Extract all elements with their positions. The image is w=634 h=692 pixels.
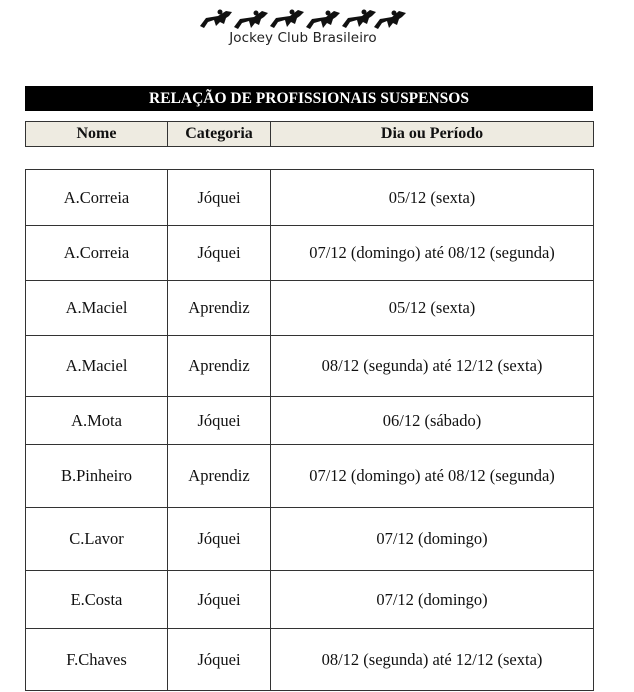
cell-categoria: Jóquei <box>168 397 271 445</box>
table-row <box>26 397 594 445</box>
column-header-dia: Dia ou Período <box>271 122 594 147</box>
cell-categoria: Aprendiz <box>168 336 271 397</box>
table-row <box>26 508 594 571</box>
cell-nome: E.Costa <box>26 571 168 629</box>
cell-categoria: Jóquei <box>168 508 271 571</box>
cell-dia: 05/12 (sexta) <box>271 170 594 226</box>
jockey-club-logo <box>196 6 410 50</box>
racing-horses-icon <box>196 6 410 32</box>
cell-dia: 07/12 (domingo) até 08/12 (segunda) <box>271 445 594 508</box>
cell-dia: 07/12 (domingo) até 08/12 (segunda) <box>271 226 594 281</box>
cell-nome: C.Lavor <box>26 508 168 571</box>
cell-nome: A.Correia <box>26 226 168 281</box>
cell-nome: A.Correia <box>26 170 168 226</box>
cell-nome: A.Maciel <box>26 336 168 397</box>
table-row <box>26 571 594 629</box>
suspensions-table <box>25 169 594 691</box>
cell-categoria: Jóquei <box>168 226 271 281</box>
cell-nome: A.Mota <box>26 397 168 445</box>
table-row <box>26 226 594 281</box>
cell-dia: 07/12 (domingo) <box>271 508 594 571</box>
cell-categoria: Aprendiz <box>168 445 271 508</box>
table-row <box>26 170 594 226</box>
cell-nome: A.Maciel <box>26 281 168 336</box>
cell-nome: F.Chaves <box>26 629 168 691</box>
table-row <box>26 445 594 508</box>
table-header <box>25 121 594 147</box>
cell-dia: 05/12 (sexta) <box>271 281 594 336</box>
cell-dia: 08/12 (segunda) até 12/12 (sexta) <box>271 629 594 691</box>
column-header-nome: Nome <box>26 122 168 147</box>
cell-dia: 08/12 (segunda) até 12/12 (sexta) <box>271 336 594 397</box>
cell-nome: B.Pinheiro <box>26 445 168 508</box>
cell-categoria: Jóquei <box>168 571 271 629</box>
logo-text: Jockey Club Brasileiro <box>229 30 377 46</box>
table-row <box>26 336 594 397</box>
cell-categoria: Aprendiz <box>168 281 271 336</box>
table-row <box>26 629 594 691</box>
table-row <box>26 281 594 336</box>
cell-dia: 06/12 (sábado) <box>271 397 594 445</box>
cell-dia: 07/12 (domingo) <box>271 571 594 629</box>
page-title: RELAÇÃO DE PROFISSIONAIS SUSPENSOS <box>25 86 593 111</box>
cell-categoria: Jóquei <box>168 170 271 226</box>
cell-categoria: Jóquei <box>168 629 271 691</box>
column-header-categoria: Categoria <box>168 122 271 147</box>
